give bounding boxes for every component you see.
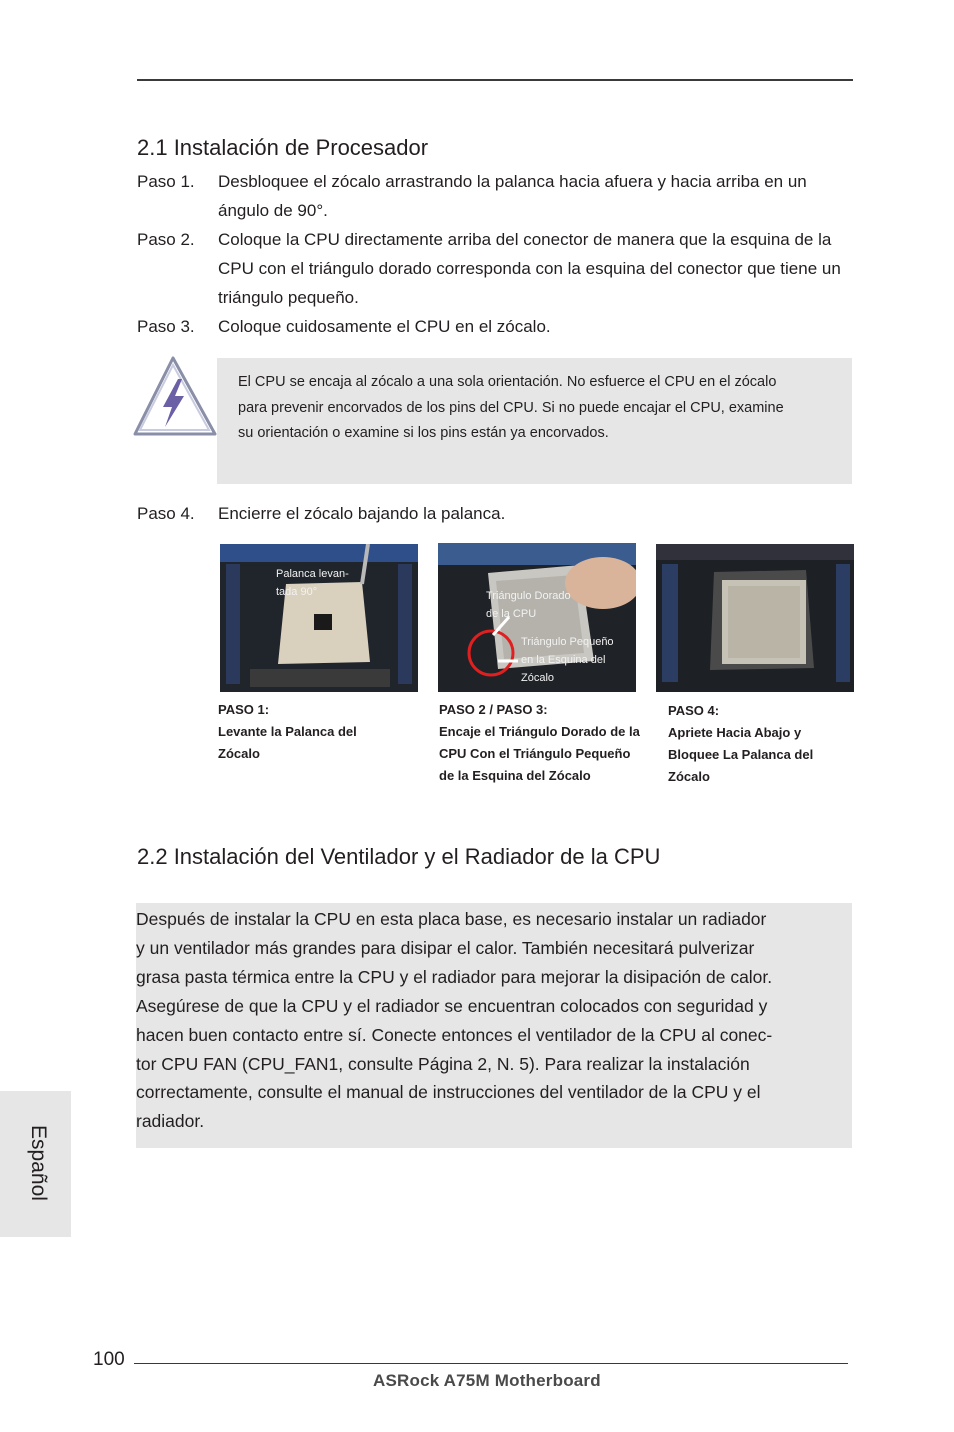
photo-step-4 — [656, 544, 854, 692]
top-rule — [137, 79, 853, 81]
caption-step-1-line-2: Zócalo — [218, 746, 260, 761]
photo-step-2-3 — [438, 543, 636, 692]
lever-label-line-2: tada 90° — [276, 586, 318, 598]
step-1-text: Desbloquee el zócalo arrastrando la palanca hacia afuera y hacia arriba en un ángulo de 90°. — [218, 172, 807, 220]
footer-product-name: ASRock A75M Motherboard — [373, 1371, 601, 1390]
step-1-label: Paso 1. — [137, 172, 195, 191]
caption-step-2-3-head: PASO 2 / PASO 3: — [439, 702, 548, 717]
caption-step-2-3-line-1: Encaje el Triángulo Dorado de la — [439, 724, 640, 739]
small-triangle-line-2: en la Esquina del — [521, 654, 606, 666]
cpu-locked-image — [656, 544, 854, 692]
paragraph-line: tor CPU FAN (CPU_FAN1, consulte Página 2, N. 5). Para realizar la instalación — [136, 1053, 750, 1074]
small-triangle-line-1: Triángulo Pequeño — [521, 636, 614, 648]
small-triangle-label — [521, 633, 633, 687]
step-4-label: Paso 4. — [137, 504, 195, 523]
warning-box — [217, 358, 852, 484]
language-tab-label: Español — [27, 1125, 50, 1201]
page-number: 100 — [93, 1349, 125, 1370]
caption-step-2-3-line-2: CPU Con el Triángulo Pequeño — [439, 746, 631, 761]
section-2-2-paragraph — [136, 905, 846, 1136]
caption-step-1-line-1: Levante la Palanca del — [218, 724, 357, 739]
step-3-text: Coloque cuidosamente el CPU en el zócalo. — [218, 317, 551, 336]
caption-step-4-line-3: Zócalo — [668, 769, 710, 784]
caption-step-1-head: PASO 1: — [218, 702, 270, 717]
paragraph-line: grasa pasta térmica entre la CPU y el radiador para mejorar la disipación de calor. — [136, 966, 773, 987]
warning-icon — [132, 355, 218, 437]
lever-label-line-1: Palanca levan- — [276, 568, 349, 580]
gold-triangle-label — [486, 587, 586, 623]
small-triangle-line-3: Zócalo — [521, 672, 555, 684]
caption-step-4-line-1: Apriete Hacia Abajo y — [668, 725, 802, 740]
bottom-rule — [134, 1363, 848, 1364]
paragraph-line: Asegúrese de que la CPU y el radiador se encuentran colocados con seguridad y — [136, 995, 768, 1016]
caption-step-2-3-line-3: de la Esquina del Zócalo — [439, 768, 591, 783]
paragraph-line: Después de instalar la CPU en esta placa base, es necesario instalar un radiador — [136, 909, 767, 929]
caption-step-2-3 — [439, 699, 669, 787]
caption-step-4 — [668, 700, 858, 788]
paragraph-line: correctamente, consulte el manual de instrucciones del ventilador de la CPU y el — [136, 1082, 761, 1103]
step-2-label: Paso 2. — [137, 230, 195, 249]
photo-step-1 — [220, 544, 418, 692]
paragraph-line: hacen buen contacto entre sí. Conecte entonces el ventilador de la CPU al conec- — [136, 1024, 773, 1045]
lever-label — [276, 565, 396, 601]
section-title-2-1: 2.1 Instalación de Procesador — [137, 135, 429, 160]
step-1 — [137, 167, 858, 225]
warning-text: El CPU se encaja al zócalo a una sola orientación. No esfuerce el CPU en el zócalo para prevenir encorvados de los pins del CPU. Si no puede encajar el CPU, examine su orientación o examine si los pins están ya encorvados. — [238, 374, 784, 442]
caption-step-1 — [218, 699, 428, 765]
step-2-text: Coloque la CPU directamente arriba del conector de manera que la esquina de la CPU con el triángulo dorado corresponda con la esquina del conector que tiene un triángulo pequeño. — [218, 230, 841, 307]
paragraph-line: radiador. — [136, 1111, 205, 1132]
paragraph-line: y un ventilador más grandes para disipar el calor. También necesitará pulverizar — [136, 937, 755, 958]
step-3 — [137, 312, 858, 341]
step-2 — [137, 225, 858, 312]
gold-triangle-line-2: de la CPU — [486, 608, 537, 620]
section-2-2-box — [136, 903, 852, 1148]
caption-step-4-line-2: Bloquee La Palanca del — [668, 747, 814, 762]
section-title-2-2: 2.2 Instalación del Ventilador y el Radiador de la CPU — [137, 844, 661, 869]
step-4 — [137, 499, 858, 528]
step-3-label: Paso 3. — [137, 317, 195, 336]
gold-triangle-line-1: Triángulo Dorado — [486, 590, 571, 602]
step-4-text: Encierre el zócalo bajando la palanca. — [218, 504, 506, 523]
caption-step-4-head: PASO 4: — [668, 703, 720, 718]
